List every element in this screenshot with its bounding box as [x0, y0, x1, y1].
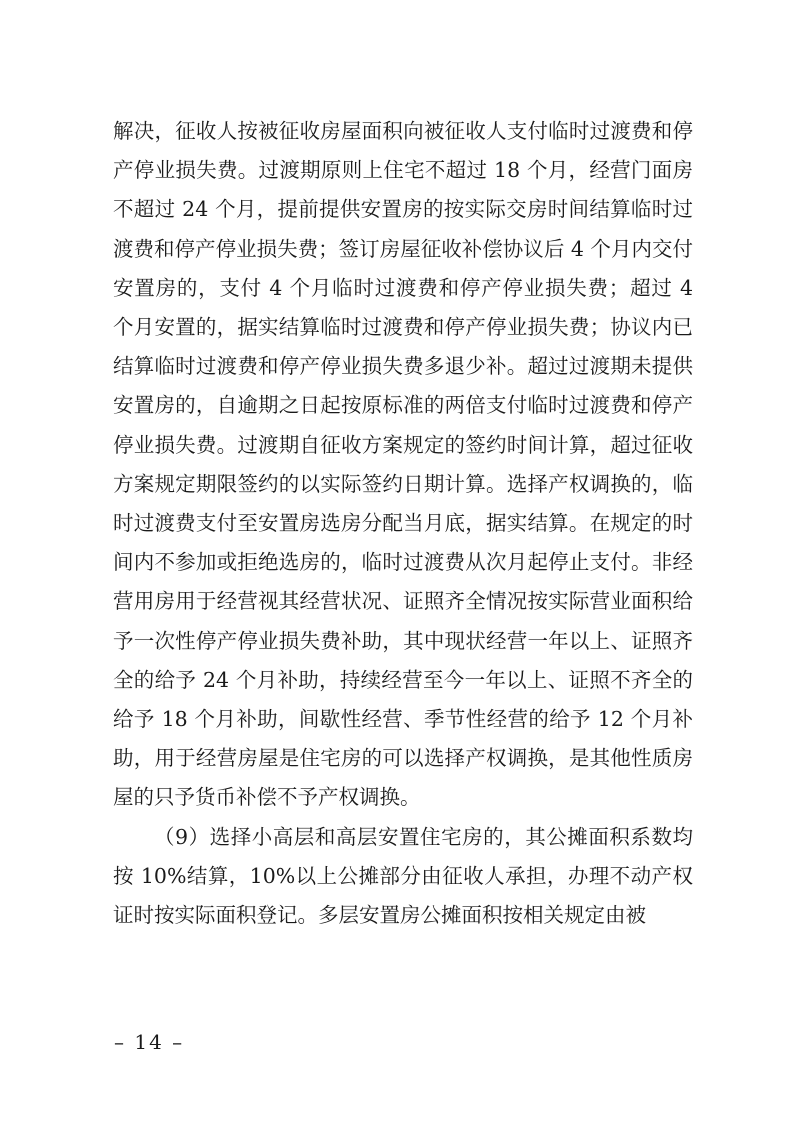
paragraph-item-9: （9）选择小高层和高层安置住宅房的，其公摊面积系数均按 10%结算，10%以上公摊部分由征收人承担，办理不动产权证时按实际面积登记。多层安置房公摊面积按相关规定由被 — [113, 824, 693, 928]
page-number: – 14 – — [114, 1030, 185, 1054]
paragraph-continuation: 解决，征收人按被征收房屋面积向被征收人支付临时过渡费和停产停业损失费。过渡期原则上住宅不超过 18 个月，经营门面房不超过 24 个月，提前提供安置房的按实际交房时间结算临时过渡费和停产停业损失费；签订房屋征收补偿协议后 4 个月内交付安置房的，支付 4 个月临时过渡费和停产停业损失费；超过 4 个月安置的，据实结算临时过渡费和停产停业损失费；协议内已结算临时过渡费和停产停业损失费多退少补。超过过渡期未提供安置房的，自逾期之日起按原标准的两倍支付临时过渡费和停产停业损失费。过渡期自征收方案规定的签约时间计算，超过征收方案规定期限签约的以实际签约日期计算。选择产权调换的，临时过渡费支付至安置房选房分配当月底，据实结算。在规定的时间内不参加或拒绝选房的，临时过渡费从次月起停止支付。非经营用房用于经营视其经营状况、证照齐全情况按实际营业面积给予一次性停产停业损失费补助，其中现状经营一年以上、证照齐全的给予 24 个月补助，持续经营至今一年以上、证照不齐全的给予 18 个月补助，间歇性经营、季节性经营的给予 12 个月补助，用于经营房屋是住宅房的可以选择产权调换，是其他性质房屋的只予货币补偿不予产权调换。 — [113, 119, 693, 810]
body-text — [113, 112, 693, 935]
